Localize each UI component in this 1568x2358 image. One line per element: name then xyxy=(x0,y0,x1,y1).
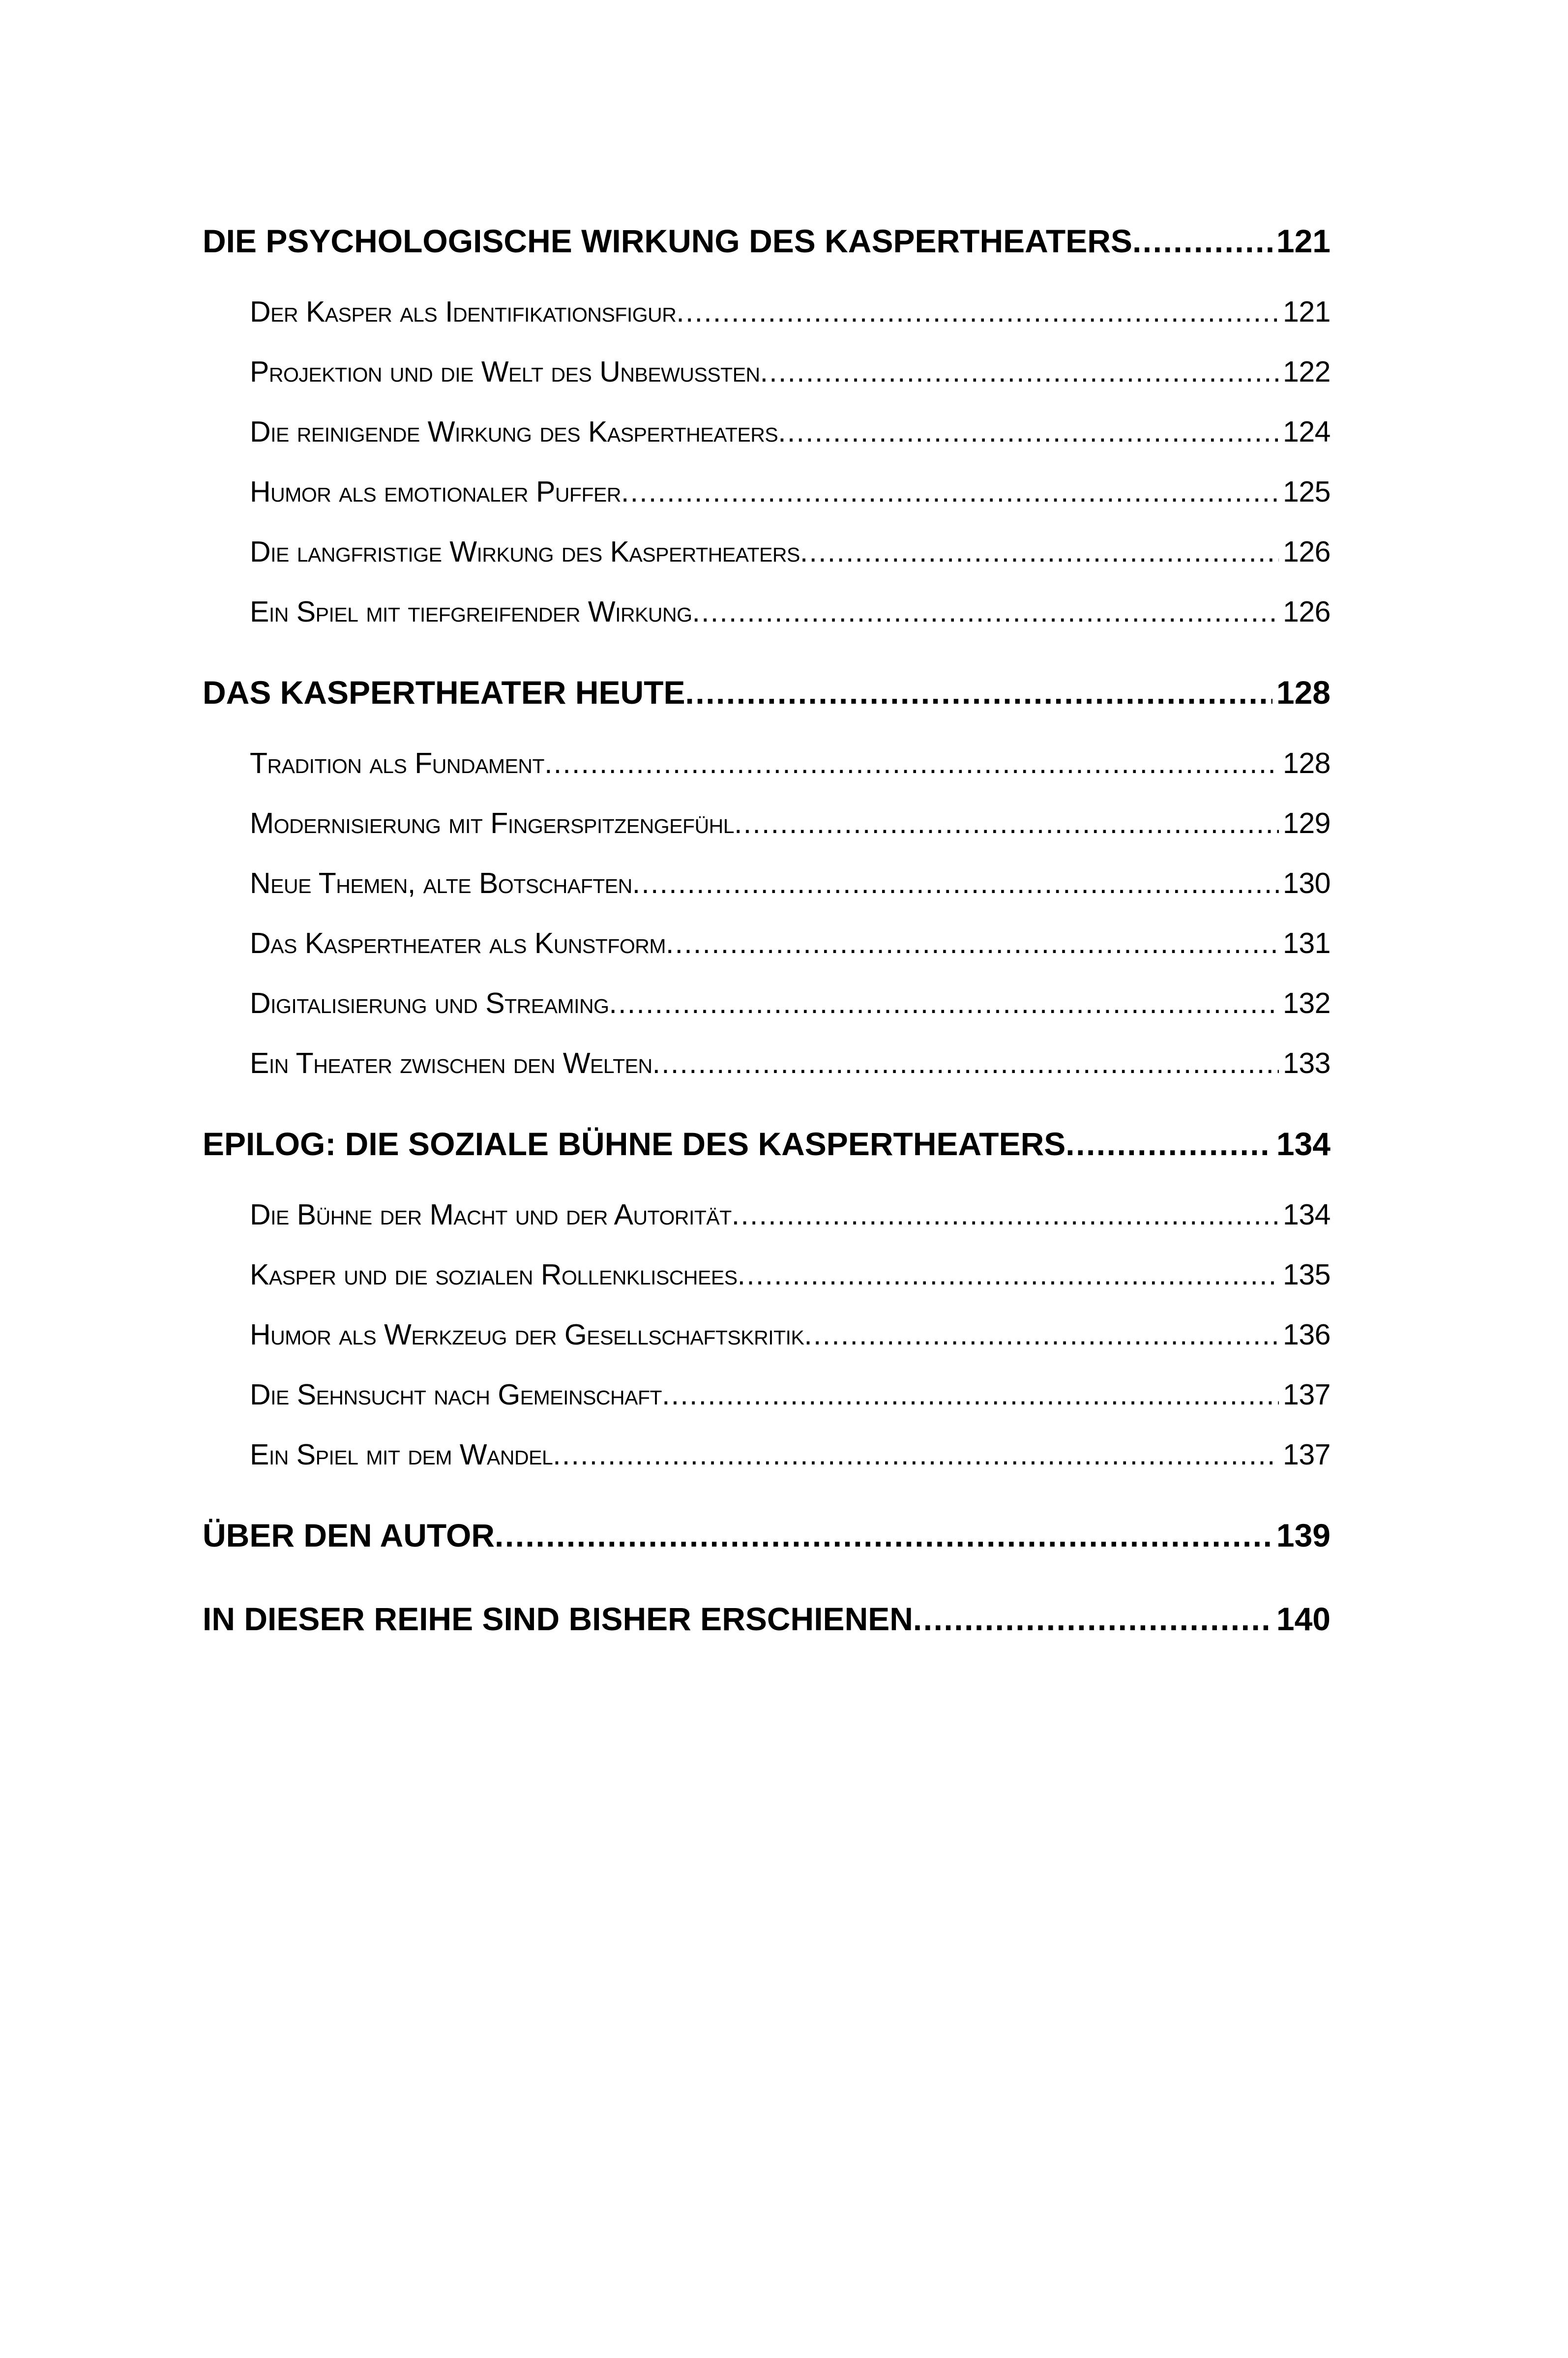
toc-chapter[interactable] xyxy=(203,673,1331,712)
leader-dots xyxy=(692,595,1279,628)
toc-section[interactable] xyxy=(250,355,1331,388)
section-page-number: 126 xyxy=(1283,596,1331,628)
leader-dots xyxy=(544,746,1279,780)
section-page-number: 121 xyxy=(1283,296,1331,328)
section-page-number: 125 xyxy=(1283,476,1331,508)
leader-dots xyxy=(685,673,1272,712)
section-page-number: 136 xyxy=(1283,1318,1331,1351)
section-title: Ein Spiel mit dem Wandel xyxy=(250,1438,553,1471)
section-page-number: 137 xyxy=(1283,1378,1331,1411)
section-title: Der Kasper als Identifikationsfigur xyxy=(250,296,677,328)
toc-section[interactable] xyxy=(250,1046,1331,1080)
chapter-title: IN DIESER REIHE SIND BISHER ERSCHIENEN xyxy=(203,1601,913,1637)
toc-section[interactable] xyxy=(250,415,1331,448)
section-page-number: 122 xyxy=(1283,356,1331,388)
toc-section[interactable] xyxy=(250,595,1331,628)
toc-section[interactable] xyxy=(250,926,1331,960)
section-title: Die langfristige Wirkung des Kaspertheaters xyxy=(250,536,800,568)
section-page-number: 130 xyxy=(1283,867,1331,899)
leader-dots xyxy=(1065,1124,1272,1164)
section-title: Ein Theater zwischen den Welten xyxy=(250,1047,652,1079)
toc-chapter[interactable] xyxy=(203,1516,1331,1555)
toc-section[interactable] xyxy=(250,295,1331,328)
toc-section[interactable] xyxy=(250,535,1331,568)
leader-dots xyxy=(662,1378,1279,1411)
section-title: Die Sehnsucht nach Gemeinschaft xyxy=(250,1378,662,1411)
section-title: Digitalisierung und Streaming xyxy=(250,987,609,1019)
section-title: Neue Themen, alte Botschaften xyxy=(250,867,632,899)
chapter-page-number: 128 xyxy=(1276,674,1331,711)
leader-dots xyxy=(666,926,1279,960)
toc-section[interactable] xyxy=(250,475,1331,508)
toc-section[interactable] xyxy=(250,806,1331,840)
section-page-number: 132 xyxy=(1283,987,1331,1019)
chapter-page-number: 140 xyxy=(1276,1601,1331,1637)
section-title: Humor als emotionaler Puffer xyxy=(250,476,621,508)
chapter-title: ÜBER DEN AUTOR xyxy=(203,1517,495,1553)
toc-section[interactable] xyxy=(250,1258,1331,1291)
section-page-number: 128 xyxy=(1283,747,1331,779)
leader-dots xyxy=(609,986,1279,1020)
section-title: Die Bühne der Macht und der Autorität xyxy=(250,1198,732,1231)
toc-chapter[interactable] xyxy=(203,1599,1331,1639)
leader-dots xyxy=(495,1516,1272,1555)
toc-section[interactable] xyxy=(250,866,1331,900)
leader-dots xyxy=(800,535,1279,568)
toc-section[interactable] xyxy=(250,1318,1331,1351)
section-page-number: 133 xyxy=(1283,1047,1331,1079)
chapter-title: EPILOG: DIE SOZIALE BÜHNE DES KASPERTHEATERS xyxy=(203,1126,1066,1162)
section-page-number: 129 xyxy=(1283,807,1331,839)
leader-dots xyxy=(760,355,1279,388)
section-page-number: 134 xyxy=(1283,1198,1331,1231)
section-page-number: 126 xyxy=(1283,536,1331,568)
section-page-number: 124 xyxy=(1283,416,1331,448)
chapter-page-number: 121 xyxy=(1276,223,1331,259)
toc-chapter[interactable] xyxy=(203,221,1331,261)
section-title: Kasper und die sozialen Rollenklischees xyxy=(250,1258,738,1291)
leader-dots xyxy=(676,295,1279,328)
leader-dots xyxy=(738,1258,1279,1291)
leader-dots xyxy=(778,415,1279,448)
toc-section[interactable] xyxy=(250,1198,1331,1231)
toc-section[interactable] xyxy=(250,986,1331,1020)
chapter-page-number: 139 xyxy=(1276,1517,1331,1553)
toc-section[interactable] xyxy=(250,746,1331,780)
chapter-title: DIE PSYCHOLOGISCHE WIRKUNG DES KASPERTHEATERS xyxy=(203,223,1132,259)
toc-section[interactable] xyxy=(250,1378,1331,1411)
leader-dots xyxy=(652,1046,1279,1080)
section-page-number: 131 xyxy=(1283,927,1331,959)
leader-dots xyxy=(732,1198,1279,1231)
section-title: Ein Spiel mit tiefgreifender Wirkung xyxy=(250,596,692,628)
section-page-number: 135 xyxy=(1283,1258,1331,1291)
section-title: Tradition als Fundament xyxy=(250,747,545,779)
leader-dots xyxy=(804,1318,1279,1351)
leader-dots xyxy=(734,806,1279,840)
section-title: Projektion und die Welt des Unbewussten xyxy=(250,356,760,388)
section-title: Modernisierung mit Fingerspitzengefühl xyxy=(250,807,735,839)
leader-dots xyxy=(621,475,1279,508)
leader-dots xyxy=(553,1438,1279,1471)
section-page-number: 137 xyxy=(1283,1438,1331,1471)
chapter-page-number: 134 xyxy=(1276,1126,1331,1162)
table-of-contents xyxy=(203,221,1331,1673)
leader-dots xyxy=(1132,221,1272,261)
section-title: Das Kaspertheater als Kunstform xyxy=(250,927,666,959)
section-title: Humor als Werkzeug der Gesellschaftskritik xyxy=(250,1318,804,1351)
section-title: Die reinigende Wirkung des Kaspertheaters xyxy=(250,416,778,448)
leader-dots xyxy=(913,1599,1272,1639)
toc-section[interactable] xyxy=(250,1438,1331,1471)
chapter-title: DAS KASPERTHEATER HEUTE xyxy=(203,674,685,711)
leader-dots xyxy=(632,866,1279,900)
toc-chapter[interactable] xyxy=(203,1124,1331,1164)
